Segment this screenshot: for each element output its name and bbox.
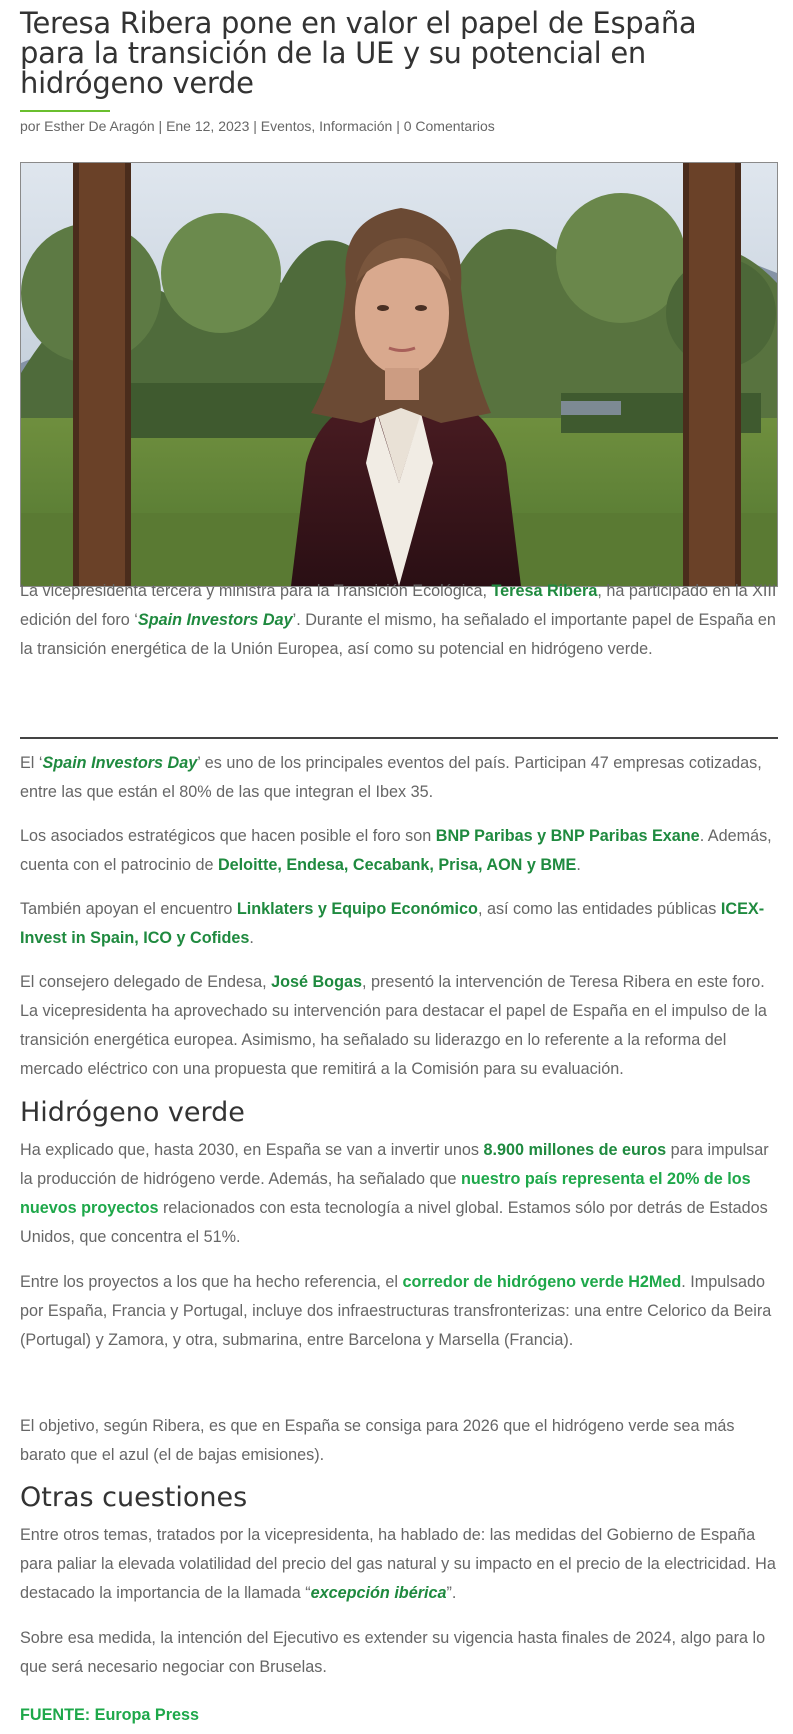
post-date: Ene 12, 2023 bbox=[166, 118, 250, 134]
paragraph-investors-day bbox=[20, 749, 780, 807]
comments-link[interactable]: 0 Comentarios bbox=[403, 118, 495, 134]
text-run: ”. bbox=[446, 1584, 457, 1602]
text-run: . Además, cuenta con el patrocinio de bbox=[20, 827, 772, 874]
paragraph-inversion bbox=[20, 1136, 780, 1252]
link-spain-investors-day[interactable]: Spain Investors Day bbox=[137, 611, 293, 629]
highlight-inversion: 8.900 millones de euros bbox=[483, 1141, 667, 1159]
text-run: La vicepresidenta tercera y ministra para la Transición Ecológica, bbox=[20, 582, 492, 600]
highlight-patrocinadores: Deloitte, Endesa, Cecabank, Prisa, AON y BME bbox=[217, 856, 577, 874]
text-run: , así como las entidades públicas bbox=[477, 900, 721, 918]
text-run: Ha explicado que, hasta 2030, en España se van a invertir unos bbox=[20, 1141, 484, 1159]
highlight-linklaters: Linklaters y Equipo Económico bbox=[236, 900, 478, 918]
source-line bbox=[20, 1701, 199, 1730]
highlight-entidades-publicas: ICEX-Invest in Spain, ICO y Cofides bbox=[20, 900, 765, 947]
text-run: Entre los proyectos a los que ha hecho referencia, el bbox=[20, 1273, 403, 1291]
text-run: Entre otros temas, tratados por la vicepresidenta, ha hablado de: las medidas del Gobierno de España para paliar la elevada volatilidad del precio del gas natural y su impacto en el precio de la electricidad. Ha destacado la importancia de la llamada “ bbox=[20, 1526, 776, 1602]
paragraph-objetivo: El objetivo, según Ribera, es que en España se consiga para 2026 que el hidrógeno verde sea más barato que el azul (el de bajas emisiones). bbox=[20, 1417, 735, 1464]
paragraph-h2med bbox=[20, 1268, 780, 1355]
highlight-jose-bogas: José Bogas bbox=[271, 973, 362, 991]
text-run: relacionados con esta tecnología a nivel global. Estamos sólo por detrás de Estados Unidos, que concentra el 51%. bbox=[20, 1199, 768, 1246]
heading-otras-cuestiones: Otras cuestiones bbox=[20, 1482, 248, 1513]
link-teresa-ribera[interactable]: Teresa Ribera bbox=[491, 582, 598, 600]
highlight-excepcion-iberica: excepción ibérica bbox=[310, 1584, 447, 1602]
meta-prefix: por bbox=[20, 118, 45, 134]
text-run: para impulsar la producción de hidrógeno verde. Además, ha señalado que bbox=[20, 1141, 769, 1188]
meta-separator: | bbox=[249, 118, 261, 134]
post-meta bbox=[20, 118, 495, 134]
meta-separator: | bbox=[392, 118, 404, 134]
paragraph-asociados bbox=[20, 822, 780, 880]
heading-hidrogeno-verde: Hidrógeno verde bbox=[20, 1097, 245, 1128]
separator-line bbox=[20, 737, 778, 739]
text-run: ’ es uno de los principales eventos del país. Participan 47 empresas cotizadas, entre las que están el 80% de las que integran el Ibex 35. bbox=[20, 754, 762, 801]
intro-paragraph bbox=[20, 577, 780, 664]
category-link-eventos[interactable]: Eventos bbox=[260, 118, 312, 134]
source-label: FUENTE: bbox=[20, 1706, 95, 1724]
highlight-20-por-ciento: nuestro país representa el 20% de los nuevos proyectos bbox=[20, 1170, 751, 1217]
featured-image bbox=[20, 162, 778, 587]
highlight-h2med: corredor de hidrógeno verde H2Med bbox=[402, 1273, 682, 1291]
author-link[interactable]: Esther De Aragón bbox=[44, 118, 155, 134]
category-link-informacion[interactable]: Información bbox=[319, 118, 393, 134]
text-run: Los asociados estratégicos que hacen posible el foro son bbox=[20, 827, 436, 845]
paragraph-vigencia: Sobre esa medida, la intención del Ejecutivo es extender su vigencia hasta finales de 2024, algo para lo que será necesario negociar con Bruselas. bbox=[20, 1629, 766, 1676]
article-title: Teresa Ribera pone en valor el papel de España para la transición de la UE y su potencial en hidrógeno verde bbox=[20, 6, 697, 100]
category-separator: , bbox=[311, 118, 320, 134]
text-run: El ‘ bbox=[20, 754, 43, 772]
highlight-bnp: BNP Paribas y BNP Paribas Exane bbox=[435, 827, 700, 845]
paragraph-otros-temas bbox=[20, 1521, 780, 1608]
text-run: . Impulsado por España, Francia y Portugal, incluye dos infraestructuras transfronterizas: una entre Celorico da Beira (Portugal) y Zamora, y otra, submarina, entre Barcelona y Marsella (Francia). bbox=[20, 1273, 772, 1349]
text-run: También apoyan el encuentro bbox=[20, 900, 237, 918]
title-underline bbox=[20, 110, 110, 112]
text-run: ’. Durante el mismo, ha señalado el importante papel de España en la transición energética de la Unión Europea, así como su potencial en hidrógeno verde. bbox=[20, 611, 776, 658]
featured-photo-illustration bbox=[21, 163, 777, 586]
source-link[interactable]: Europa Press bbox=[94, 1706, 200, 1724]
text-run: , presentó la intervención de Teresa Ribera en este foro. La vicepresidenta ha aprovechado su intervención para destacar el papel de España en el impulso de la transición energética europea. Asimismo, ha señalado su liderazgo en lo referente a la reforma del mercado eléctrico con una propuesta que remitirá a la Comisión para su evaluación. bbox=[20, 973, 767, 1078]
text-run: . bbox=[249, 929, 254, 947]
meta-separator: | bbox=[154, 118, 167, 134]
text-run: El consejero delegado de Endesa, bbox=[20, 973, 272, 991]
link-spain-investors-day[interactable]: Spain Investors Day bbox=[42, 754, 198, 772]
paragraph-apoyos bbox=[20, 895, 780, 953]
text-run: , ha participado en la XIII edición del foro ‘ bbox=[20, 582, 777, 629]
paragraph-bogas bbox=[20, 968, 780, 1084]
text-run: . bbox=[576, 856, 581, 874]
